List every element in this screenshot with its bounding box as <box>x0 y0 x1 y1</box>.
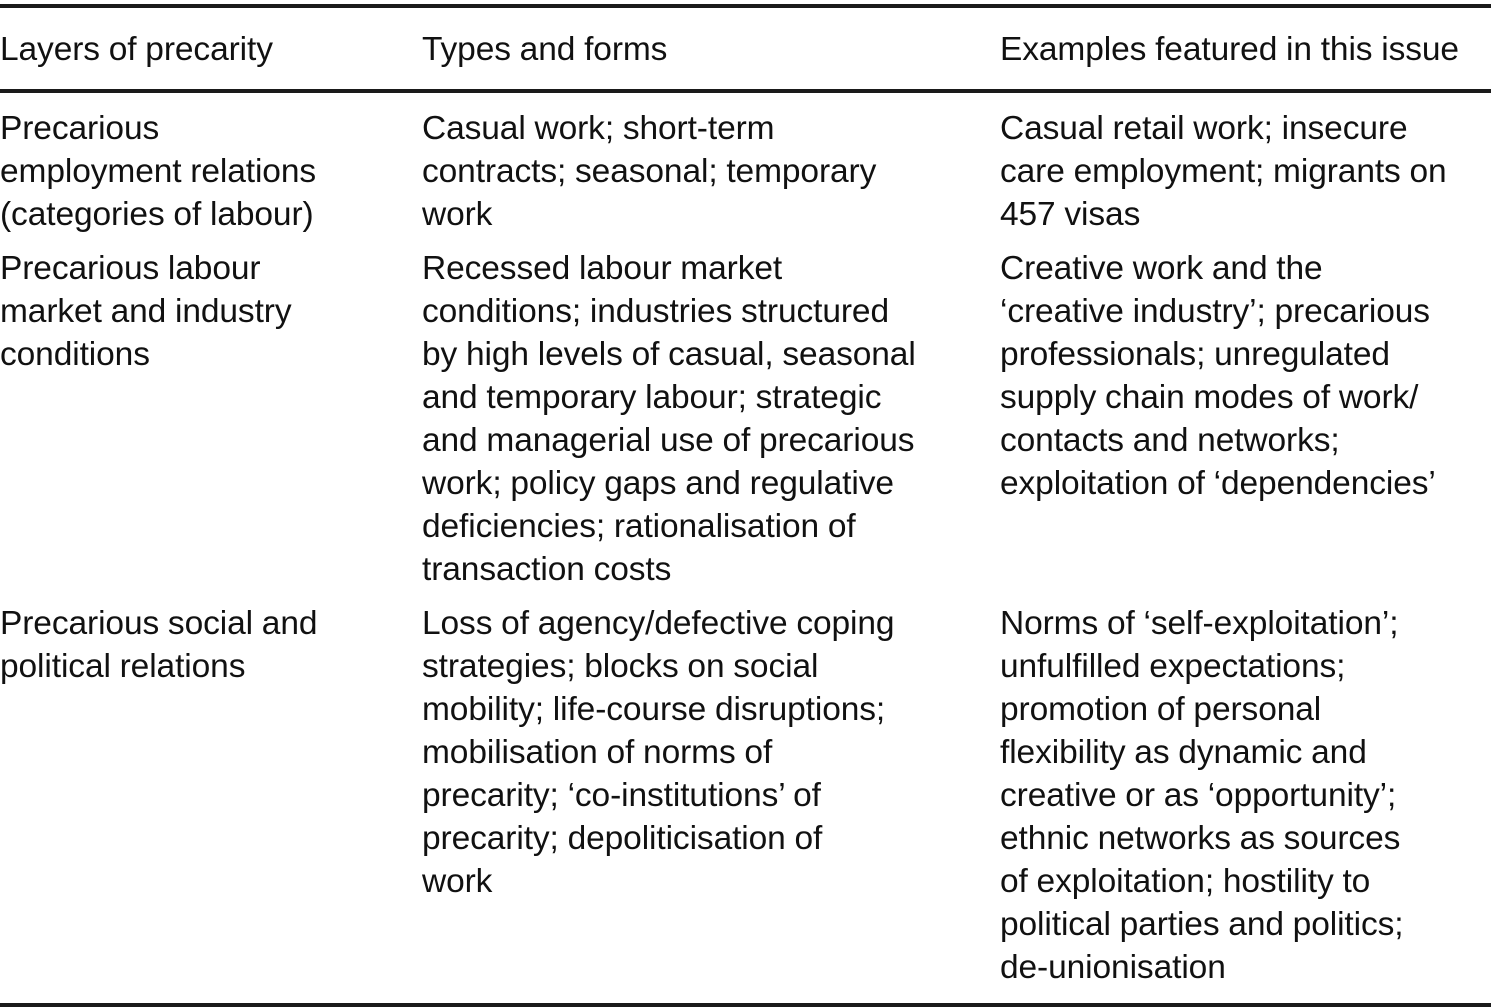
cell-layer <box>0 591 422 1003</box>
cell-line: conditions <box>0 336 150 373</box>
cell-line: Loss of agency/defective coping <box>422 605 895 642</box>
cell-line: contacts and networks; <box>1000 422 1340 459</box>
column-header-types: Types and forms <box>422 31 668 68</box>
table-row <box>0 591 1491 1003</box>
cell-line: Norms of ‘self-exploitation’; <box>1000 605 1399 642</box>
cell-line: 457 visas <box>1000 196 1141 233</box>
header-row <box>0 8 1491 89</box>
cell-examples <box>1000 93 1491 236</box>
cell-line: Casual retail work; insecure <box>1000 110 1408 147</box>
cell-line: care employment; migrants on <box>1000 153 1447 190</box>
cell-line: professionals; unregulated <box>1000 336 1390 373</box>
cell-line: contracts; seasonal; temporary <box>422 153 877 190</box>
cell-line: exploitation of ‘dependencies’ <box>1000 465 1436 502</box>
cell-line: and temporary labour; strategic <box>422 379 882 416</box>
cell-types <box>422 236 1000 591</box>
cell-line: work <box>422 863 493 900</box>
table-row <box>0 93 1491 236</box>
cell-line: Casual work; short-term <box>422 110 775 147</box>
cell-line: Precarious social and <box>0 605 318 642</box>
cell-line: political parties and politics; <box>1000 906 1404 943</box>
cell-line: promotion of personal <box>1000 691 1322 728</box>
precarity-table <box>0 8 1491 89</box>
cell-line: employment relations <box>0 153 316 190</box>
cell-line: Precarious <box>0 110 160 147</box>
cell-layer <box>0 236 422 591</box>
cell-line: deficiencies; rationalisation of <box>422 508 856 545</box>
cell-line: ethnic networks as sources <box>1000 820 1401 857</box>
cell-line: and managerial use of precarious <box>422 422 915 459</box>
cell-line: political relations <box>0 648 246 685</box>
cell-types <box>422 591 1000 1003</box>
cell-line: precarity; depoliticisation of <box>422 820 823 857</box>
cell-line: by high levels of casual, seasonal <box>422 336 916 373</box>
cell-line: work; policy gaps and regulative <box>422 465 894 502</box>
cell-line: Precarious labour <box>0 250 261 287</box>
cell-line: Creative work and the <box>1000 250 1323 287</box>
cell-line: de-unionisation <box>1000 949 1226 986</box>
cell-examples <box>1000 236 1491 591</box>
cell-line: Recessed labour market <box>422 250 783 287</box>
cell-types <box>422 93 1000 236</box>
cell-line: mobilisation of norms of <box>422 734 773 771</box>
cell-line: unfulfilled expectations; <box>1000 648 1346 685</box>
cell-line: ‘creative industry’; precarious <box>1000 293 1430 330</box>
column-header-examples: Examples featured in this issue <box>1000 31 1459 68</box>
column-header-layers: Layers of precarity <box>0 31 273 68</box>
cell-examples <box>1000 591 1491 1003</box>
table-body <box>0 93 1491 1003</box>
precarity-table-body <box>0 93 1491 1003</box>
cell-line: conditions; industries structured <box>422 293 889 330</box>
cell-line: market and industry <box>0 293 292 330</box>
cell-line: creative or as ‘opportunity’; <box>1000 777 1397 814</box>
table-row <box>0 236 1491 591</box>
cell-line: precarity; ‘co-institutions’ of <box>422 777 821 814</box>
table-container <box>0 4 1491 1001</box>
cell-layer <box>0 93 422 236</box>
table-header <box>0 8 1491 89</box>
cell-line: of exploitation; hostility to <box>1000 863 1371 900</box>
cell-line: supply chain modes of work/ <box>1000 379 1419 416</box>
cell-line: mobility; life-course disruptions; <box>422 691 886 728</box>
cell-line: work <box>422 196 493 233</box>
cell-line: transaction costs <box>422 551 672 588</box>
table-bottom-rule <box>0 1003 1491 1007</box>
cell-line: strategies; blocks on social <box>422 648 819 685</box>
cell-line: (categories of labour) <box>0 196 314 233</box>
cell-line: flexibility as dynamic and <box>1000 734 1367 771</box>
